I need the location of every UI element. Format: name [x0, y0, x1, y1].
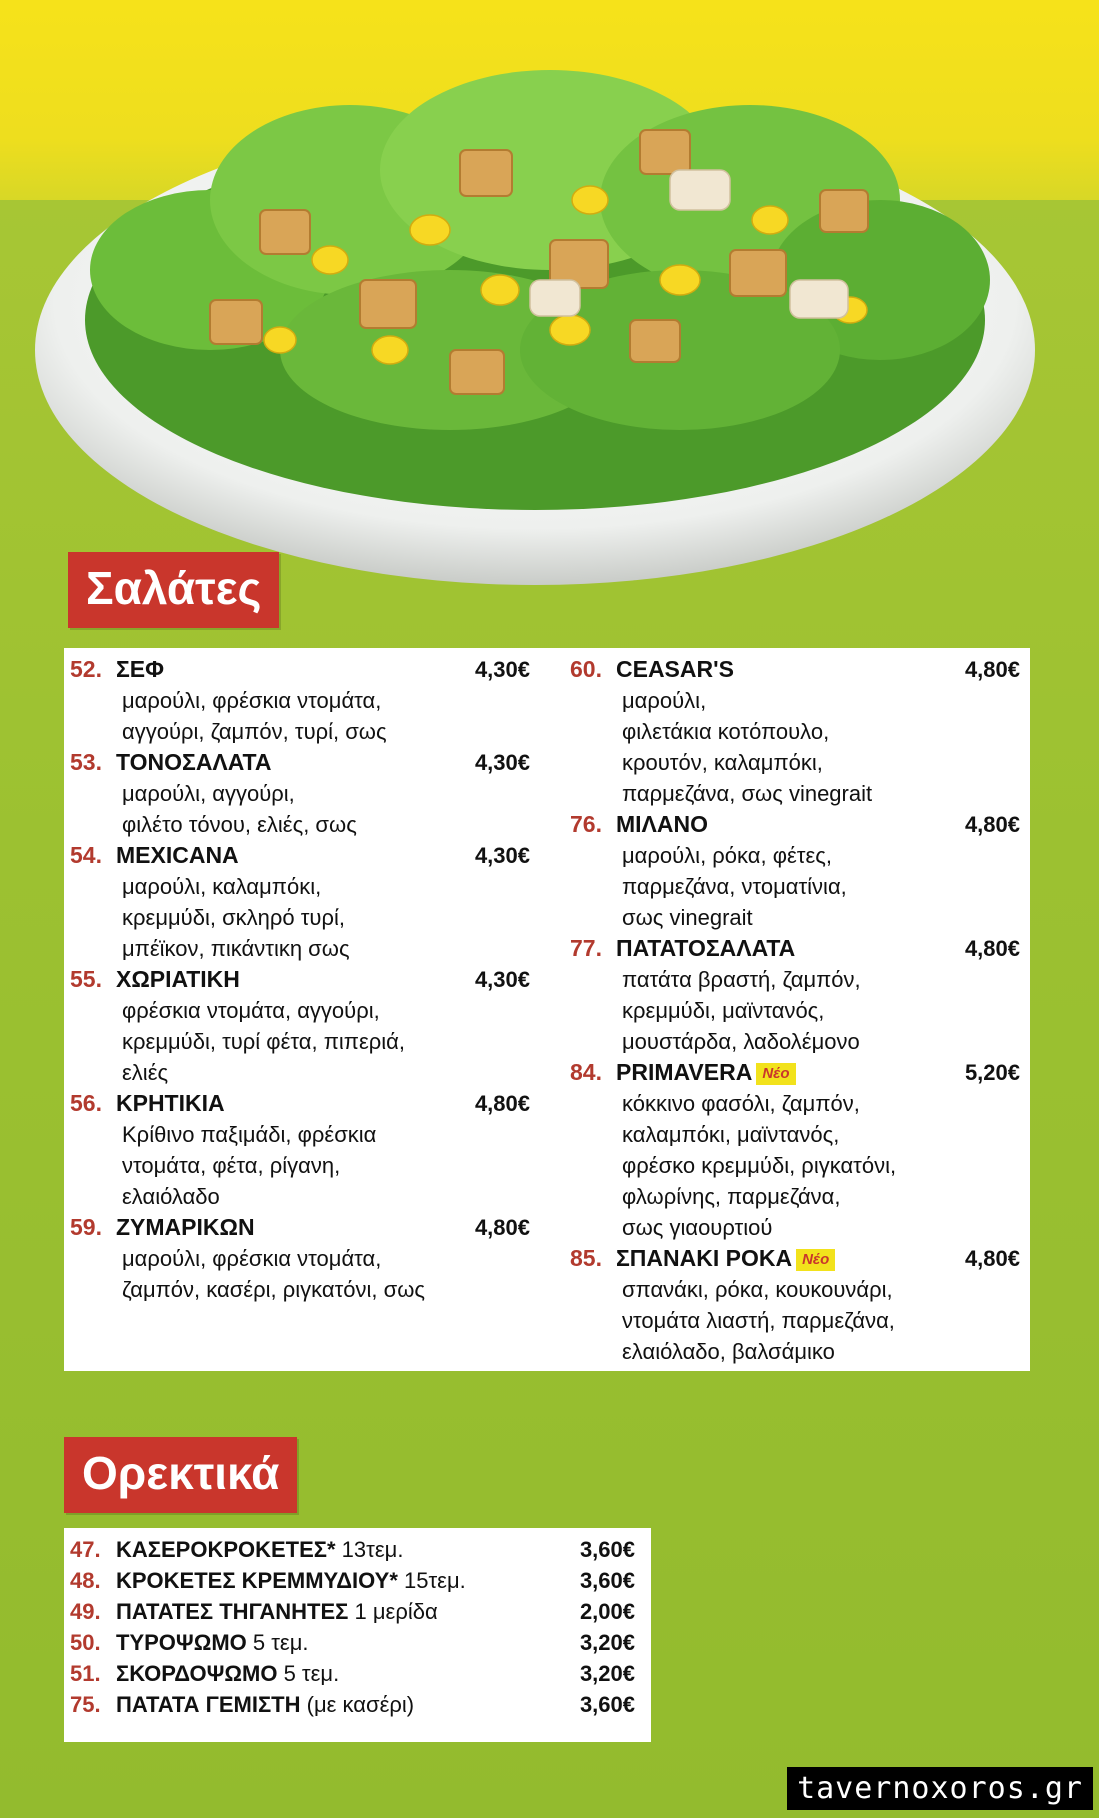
item-price: 4,80€	[964, 812, 1020, 837]
item-name: ΚΑΣΕΡΟΚΡΟΚΕΤΕΣ*	[116, 1537, 336, 1562]
salad-item-header	[570, 1243, 1020, 1274]
salad-item-header	[70, 747, 530, 778]
salad-item	[70, 840, 530, 964]
item-name: ΣΕΦ	[116, 656, 165, 682]
salad-item-header	[570, 933, 1020, 964]
item-price: 4,80€	[964, 657, 1020, 682]
caesar-salad-photo	[30, 20, 1040, 590]
item-price: 4,80€	[964, 936, 1020, 961]
item-price: 4,30€	[474, 657, 530, 682]
item-description-line: φλωρίνης, παρμεζάνα,	[622, 1184, 841, 1209]
salad-item-header	[70, 1088, 530, 1119]
item-description-line: παρμεζάνα, σως vinegrait	[622, 781, 873, 806]
item-price: 4,80€	[474, 1091, 530, 1116]
item-name: PRIMAVERA	[616, 1059, 753, 1085]
salads-left-column	[70, 654, 530, 1305]
item-description-line: μουστάρδα, λαδολέμονο	[622, 1029, 860, 1054]
item-description-line: κρεμμύδι, μαϊντανός,	[622, 998, 825, 1023]
item-number: 84.	[570, 1059, 602, 1085]
item-number: 48.	[70, 1568, 101, 1593]
item-description-line: φιλετάκια κοτόπουλο,	[622, 719, 830, 744]
item-description-line: αγγούρι, ζαμπόν, τυρί, σως	[122, 719, 387, 744]
watermark: tavernoxoros.gr	[787, 1767, 1093, 1810]
item-name: ΜΙΛΑΝΟ	[616, 811, 708, 837]
item-description-line: ελαιόλαδο, βαλσάμικο	[622, 1339, 835, 1364]
item-description-line: μαρούλι, αγγούρι,	[122, 781, 295, 806]
appetizer-item	[70, 1565, 645, 1596]
item-price: 4,80€	[474, 1215, 530, 1240]
item-description-line: ελαιόλαδο	[122, 1184, 220, 1209]
item-number: 59.	[70, 1214, 102, 1240]
item-price: 3,60€	[579, 1568, 635, 1593]
item-number: 51.	[70, 1661, 101, 1686]
item-name: ΠΑΤΑΤΕΣ ΤΗΓΑΝΗΤΕΣ	[116, 1599, 349, 1624]
item-description-line: κρεμμύδι, σκληρό τυρί,	[122, 905, 345, 930]
salad-item-header	[70, 840, 530, 871]
salad-item	[570, 933, 1020, 1057]
salads-right-column	[570, 654, 1020, 1367]
item-name: ΤΥΡΟΨΩΜΟ	[116, 1630, 247, 1655]
item-name: ΠΑΤΑΤΟΣΑΛΑΤΑ	[616, 935, 796, 961]
salad-item	[570, 1243, 1020, 1367]
item-description-line: φιλέτο τόνου, ελιές, σως	[122, 812, 357, 837]
appetizers-list	[70, 1534, 645, 1720]
item-price: 3,60€	[579, 1692, 635, 1717]
item-quantity: 5 τεμ.	[277, 1661, 340, 1686]
appetizer-item	[70, 1689, 645, 1720]
salad-item	[70, 1212, 530, 1305]
salads-panel	[64, 648, 1030, 1371]
salad-item-header	[570, 1057, 1020, 1088]
item-description-line: κρουτόν, καλαμπόκι,	[622, 750, 823, 775]
item-description-line: παρμεζάνα, ντοματίνια,	[622, 874, 847, 899]
item-price: 4,30€	[474, 967, 530, 992]
salad-item-header	[570, 809, 1020, 840]
salad-item-header	[70, 1212, 530, 1243]
item-name: ΠΑΤΑΤΑ ΓΕΜΙΣΤΗ	[116, 1692, 301, 1717]
item-description-line: σως γιαουρτιού	[622, 1215, 773, 1240]
item-price: 3,60€	[579, 1537, 635, 1562]
new-badge: Νέο	[756, 1063, 795, 1085]
item-quantity: (με κασέρι)	[300, 1692, 415, 1717]
item-number: 85.	[570, 1245, 602, 1271]
salad-item-header	[570, 654, 1020, 685]
item-price: 3,20€	[579, 1630, 635, 1655]
item-price: 4,30€	[474, 843, 530, 868]
salad-item	[570, 1057, 1020, 1243]
item-name: ΣΚΟΡΔΟΨΩΜΟ	[116, 1661, 278, 1686]
appetizer-item	[70, 1534, 645, 1565]
item-price: 5,20€	[964, 1060, 1020, 1085]
item-name: ΤΟΝΟΣΑΛΑΤΑ	[116, 749, 272, 775]
appetizer-item	[70, 1596, 645, 1627]
item-number: 55.	[70, 966, 102, 992]
item-description-line: ελιές	[122, 1060, 169, 1085]
item-number: 50.	[70, 1630, 101, 1655]
item-number: 47.	[70, 1537, 101, 1562]
item-description-line: ζαμπόν, κασέρι, ριγκατόνι, σως	[122, 1277, 425, 1302]
item-name: CEASAR'S	[616, 656, 734, 682]
item-description-line: κρεμμύδι, τυρί φέτα, πιπεριά,	[122, 1029, 405, 1054]
item-price: 4,80€	[964, 1246, 1020, 1271]
item-price: 4,30€	[474, 750, 530, 775]
item-number: 49.	[70, 1599, 101, 1624]
salad-item	[70, 1088, 530, 1212]
item-description-line: πατάτα βραστή, ζαμπόν,	[622, 967, 861, 992]
item-quantity: 5 τεμ.	[246, 1630, 309, 1655]
item-name: ΣΠΑΝΑΚΙ ΡΟΚΑ	[616, 1245, 793, 1271]
item-description-line: μαρούλι, καλαμπόκι,	[122, 874, 322, 899]
item-description-line: κόκκινο φασόλι, ζαμπόν,	[622, 1091, 860, 1116]
item-price: 2,00€	[579, 1599, 635, 1624]
item-number: 75.	[70, 1692, 101, 1717]
item-number: 77.	[570, 935, 602, 961]
item-description-line: μαρούλι, φρέσκια ντομάτα,	[122, 1246, 382, 1271]
item-number: 54.	[70, 842, 102, 868]
item-quantity: 13τεμ.	[335, 1537, 404, 1562]
item-description-line: φρέσκο κρεμμύδι, ριγκατόνι,	[622, 1153, 897, 1178]
item-description-line: Κρίθινο παξιμάδι, φρέσκια	[122, 1122, 377, 1147]
appetizers-panel	[64, 1528, 651, 1742]
salad-item	[570, 809, 1020, 933]
salad-item	[570, 654, 1020, 809]
item-quantity: 15τεμ.	[397, 1568, 466, 1593]
item-description-line: μπέϊκον, πικάντικη σως	[122, 936, 350, 961]
salad-item	[70, 964, 530, 1088]
appetizer-item	[70, 1627, 645, 1658]
appetizer-item	[70, 1658, 645, 1689]
item-description-line: καλαμπόκι, μαϊντανός,	[622, 1122, 840, 1147]
item-number: 56.	[70, 1090, 102, 1116]
item-number: 53.	[70, 749, 102, 775]
item-number: 60.	[570, 656, 602, 682]
salad-item-header	[70, 654, 530, 685]
item-description-line: μαρούλι,	[622, 688, 707, 713]
item-name: ΚΡΗΤΙΚΙΑ	[116, 1090, 225, 1116]
item-number: 52.	[70, 656, 102, 682]
item-name: ΧΩΡΙΑΤΙΚΗ	[116, 966, 240, 992]
item-description-line: φρέσκια ντομάτα, αγγούρι,	[122, 998, 380, 1023]
salad-item-header	[70, 964, 530, 995]
item-description-line: ντομάτα, φέτα, ρίγανη,	[122, 1153, 341, 1178]
item-name: MEXICANA	[116, 842, 239, 868]
salad-item	[70, 747, 530, 840]
item-description-line: μαρούλι, ρόκα, φέτες,	[622, 843, 832, 868]
item-description-line: σως vinegrait	[622, 905, 753, 930]
item-price: 3,20€	[579, 1661, 635, 1686]
item-name: ΖΥΜΑΡΙΚΩΝ	[116, 1214, 255, 1240]
salads-title: Σαλάτες	[68, 552, 279, 628]
new-badge: Νέο	[796, 1249, 835, 1271]
item-name: ΚΡΟΚΕΤΕΣ ΚΡΕΜΜΥΔΙΟΥ*	[116, 1568, 398, 1593]
item-description-line: ντομάτα λιαστή, παρμεζάνα,	[622, 1308, 895, 1333]
item-number: 76.	[570, 811, 602, 837]
item-description-line: σπανάκι, ρόκα, κουκουνάρι,	[622, 1277, 893, 1302]
appetizers-title: Ορεκτικά	[64, 1437, 297, 1513]
item-quantity: 1 μερίδα	[348, 1599, 438, 1624]
item-description-line: μαρούλι, φρέσκια ντομάτα,	[122, 688, 382, 713]
salad-item	[70, 654, 530, 747]
